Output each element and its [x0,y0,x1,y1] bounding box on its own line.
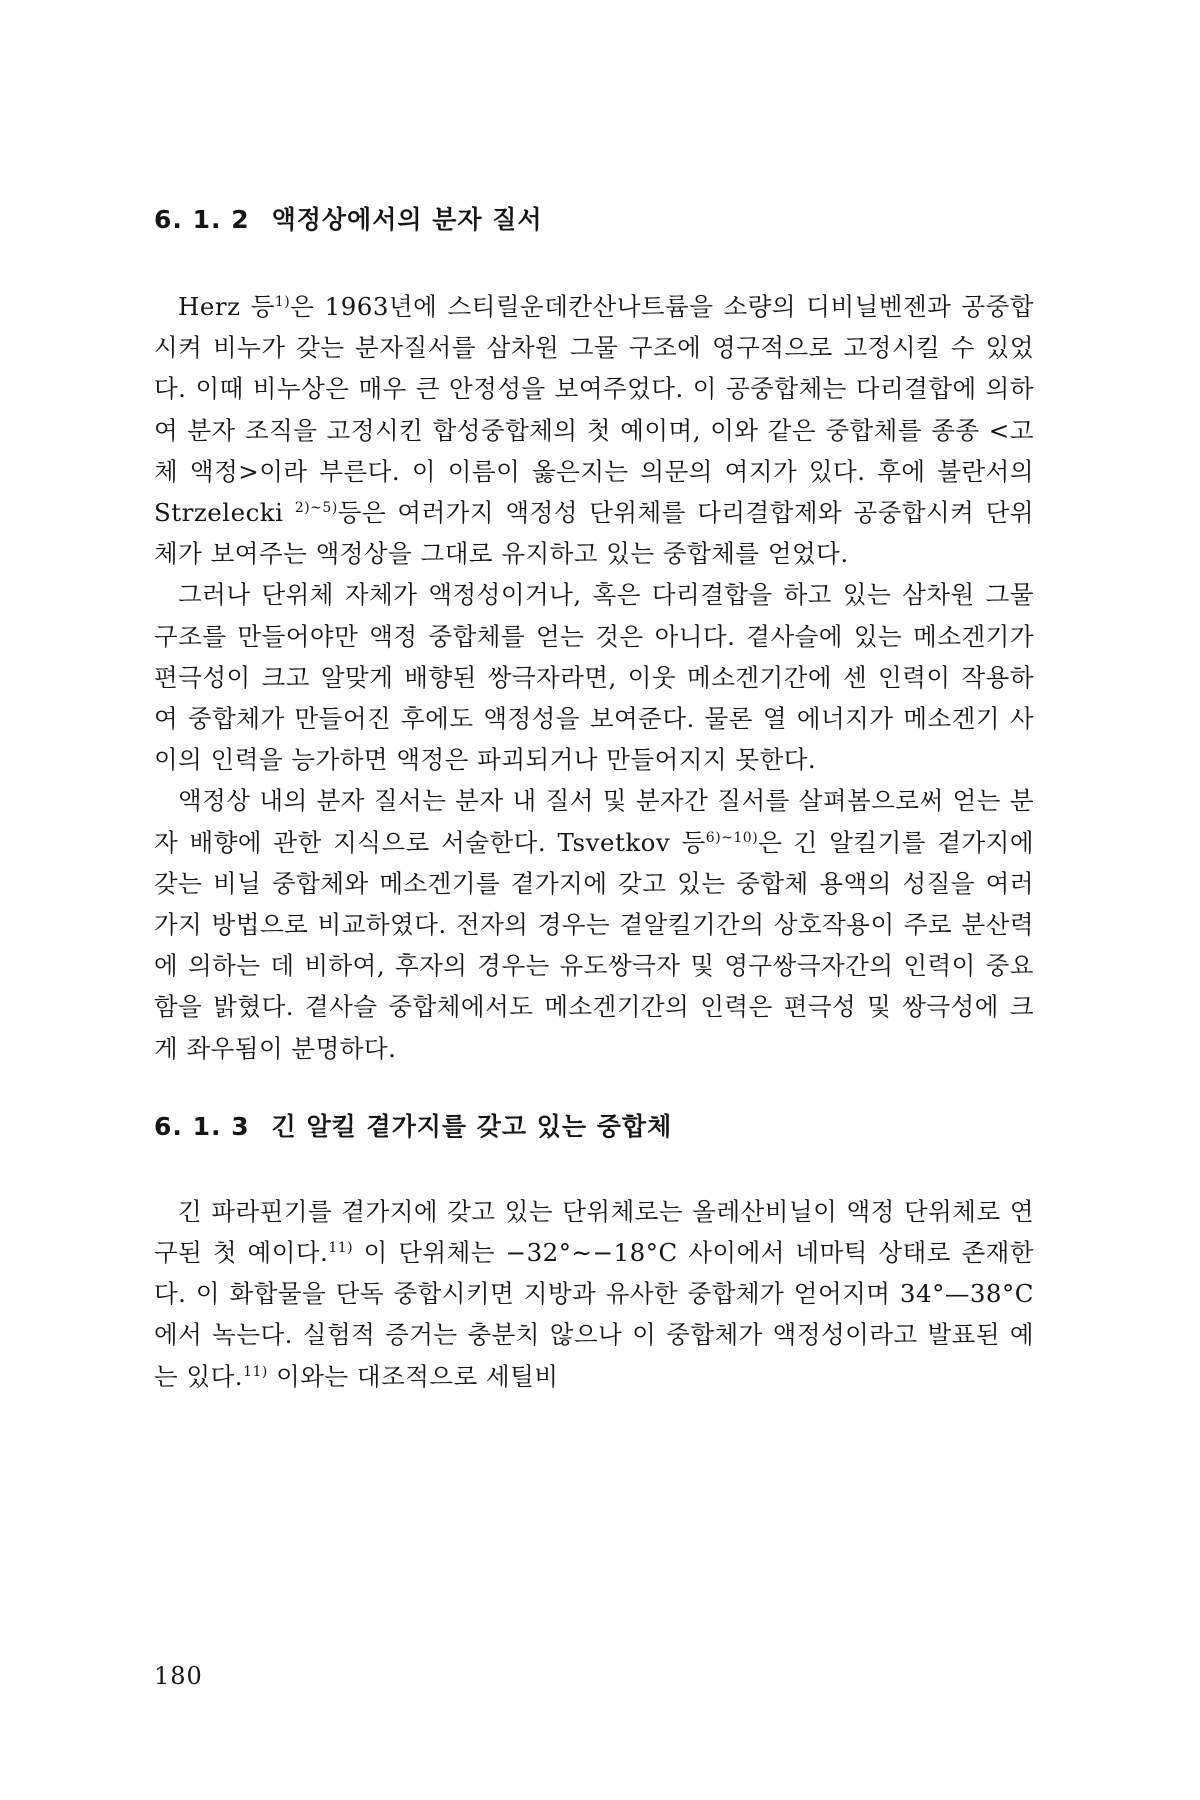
section-number: 6. 1. 2 [154,205,250,234]
citation-marker: 2)~5) [294,500,338,517]
paragraph-herz: Herz 등$^{1)}$은 1963년에 스티릴운데칸산나트륨을 소량의 디비닐벤젠과 공중합시켜 비누가 갖는 분자질서를 삼차원 그물 구조에 영구적으로 고정시킬 수 있었다. 이때 비누상은 매우 큰 안정성을 보여주었다. 이 공중합체는 다리결합에 의하여 분자 조직을 고정시킨 합성중합체의 첫 예이며, 이와 같은 중합체를 종종 <고체 액정>이라 부른다. 이 이름이 옳은지는 의문의 여지가 있다. 후에 불란서의 Strzelecki $^{2)\sim 5)}$등은 여러가지 액정성 단위체를 다리결합제와 공중합시켜 단위체가 보여주는 액정상을 그대로 유지하고 있는 중합체를 얻었다. [154,292,1034,569]
section-heading-6-1-3 [154,1107,1034,1147]
citation-marker: 11) [328,1240,354,1257]
page-body [154,200,1034,1397]
section-heading-6-1-2 [154,200,1034,240]
paragraph-tsvetkov: 액정상 내의 분자 질서는 분자 내 질서 및 분자간 질서를 살펴봄으로써 얻는 분자 배향에 관한 지식으로 서술한다. Tsvetkov 등$^{6)\sim 10)}$은 긴 알킬기를 곁가지에 갖는 비닐 중합체와 메소겐기를 곁가지에 갖고 있는 중합체 용액의 성질을 여러가지 방법으로 비교하였다. 전자의 경우는 곁알킬기간의 상호작용이 주로 분산력에 의하는 데 비하여, 후자의 경우는 유도쌍극자 및 영구쌍극자간의 인력이 중요함을 밝혔다. 곁사슬 중합체에서도 메소겐기간의 인력은 편극성 및 쌍극성에 크게 좌우됨이 분명하다. [154,786,1034,1063]
paragraph-paraffin: 긴 파라핀기를 곁가지에 갖고 있는 단위체로는 올레산비닐이 액정 단위체로 연구된 첫 예이다.$^{11)}$ 이 단위체는 −32°∼−18°C 사이에서 네마틱 상태로 존재한다. 이 화합물을 단독 중합시키면 지방과 유사한 중합체가 얻어지며 34°—38°C에서 녹는다. 실험적 증거는 충분치 않으나 이 중합체가 액정성이라고 발표된 예는 있다.$^{11)}$ 이와는 대조적으로 세틸비 [154,1196,1034,1391]
section-number: 6. 1. 3 [154,1111,250,1141]
citation-marker: 6)~10) [705,829,759,846]
paragraph-mesogen: 그러나 단위체 자체가 액정성이거나, 혹은 다리결합을 하고 있는 삼차원 그물 구조를 만들어야만 액정 중합체를 얻는 것은 아니다. 곁사슬에 있는 메소겐기가 편극성이 크고 알맞게 배향된 쌍극자라면, 이웃 메소겐기간에 센 인력이 작용하여 중합체가 만들어진 후에도 액정성을 보여준다. 물론 열 에너지가 메소겐기 사이의 인력을 능가하면 액정은 파괴되거나 만들어지지 못한다. [154,580,1034,775]
section-title: 액정상에서의 분자 질서 [271,205,543,234]
section-title: 긴 알킬 곁가지를 갖고 있는 중합체 [271,1111,673,1141]
citation-marker: 1) [274,294,291,310]
citation-marker: 11) [243,1363,268,1380]
page-number: 180 [154,1662,203,1690]
